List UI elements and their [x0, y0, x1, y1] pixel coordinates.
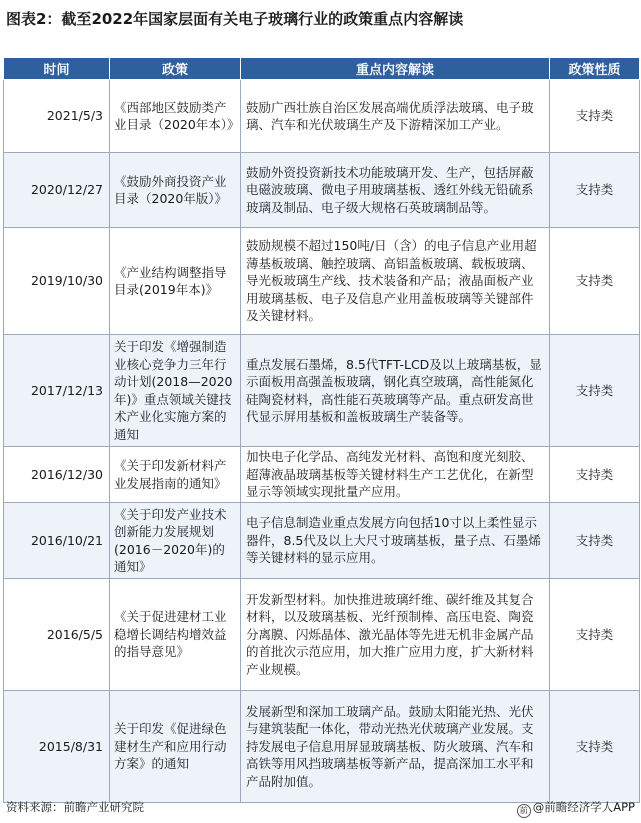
- header-nature: 政策性质: [550, 58, 640, 80]
- cell-date: 2017/12/13: [4, 335, 110, 447]
- table-row: [4, 447, 640, 503]
- cell-date: 2016/5/5: [4, 579, 110, 691]
- cell-content: 鼓励规模不超过150吨/日（含）的电子信息产业用超薄基板玻璃、触控玻璃、高铝盖板玻璃、载板玻璃、导光板玻璃生产线、技术装备和产品；液晶面板产业用玻璃基板、电子及信息产业用盖板玻璃等关键部件及关键材料。: [241, 228, 550, 335]
- cell-nature: 支持类: [550, 335, 640, 447]
- cell-content: 电子信息制造业重点发展方向包括10寸以上柔性显示器件，8.5代及以上大尺寸玻璃基板，量子点、石墨烯等关键材料的显示应用。: [241, 503, 550, 579]
- cell-date: 2021/5/3: [4, 80, 110, 153]
- chart-title: 图表2：截至2022年国家层面有关电子玻璃行业的政策重点内容解读: [6, 10, 464, 28]
- cell-policy: 《西部地区鼓励类产业目录（2020年本）》: [110, 80, 241, 153]
- policy-table: [3, 57, 640, 803]
- cell-date: 2016/12/30: [4, 447, 110, 503]
- brand-credit: [517, 799, 635, 818]
- source-note: 资料来源：前瞻产业研究院: [6, 800, 144, 814]
- cell-content: 发展新型和深加工玻璃产品。鼓励太阳能光热、光伏与建筑装配一体化，带动光热光伏玻璃产业发展。支持发展电子信息用屏显玻璃基板、防火玻璃、汽车和高铁等用风挡玻璃基板等新产品，提高深加工水平和产品附加值。: [241, 691, 550, 803]
- cell-nature: 支持类: [550, 80, 640, 153]
- cell-content: 鼓励外资投资新技术功能玻璃开发、生产，包括屏蔽电磁波玻璃、微电子用玻璃基板、透红外线无铅硫系玻璃及制品、电子级大规格石英玻璃制品等。: [241, 153, 550, 228]
- table-row: [4, 335, 640, 447]
- cell-policy: 关于印发《增强制造业核心竞争力三年行动计划(2018—2020年)》重点领域关键技术产业化实施方案的通知: [110, 335, 241, 447]
- cell-date: 2019/10/30: [4, 228, 110, 335]
- cell-content: 鼓励广西壮族自治区发展高端优质浮法玻璃、电子玻璃、汽车和光伏玻璃生产及下游精深加工产业。: [241, 80, 550, 153]
- cell-nature: 支持类: [550, 579, 640, 691]
- cell-date: 2016/10/21: [4, 503, 110, 579]
- cell-policy: 《鼓励外商投资产业目录（2020年版）》: [110, 153, 241, 228]
- table-row: [4, 80, 640, 153]
- cell-policy: 《关于印发新材料产业发展指南的通知》: [110, 447, 241, 503]
- header-policy: 政策: [110, 58, 241, 80]
- header-date: 时间: [4, 58, 110, 80]
- cell-date: 2015/8/31: [4, 691, 110, 803]
- table-row: [4, 228, 640, 335]
- cell-nature: 支持类: [550, 691, 640, 803]
- brand-text: @前瞻经济学人APP: [532, 800, 635, 814]
- cell-nature: 支持类: [550, 503, 640, 579]
- cell-date: 2020/12/27: [4, 153, 110, 228]
- cell-policy: 《关于印发产业技术创新能力发展规划(2016－2020年)的通知》: [110, 503, 241, 579]
- table-header-row: [4, 58, 640, 80]
- cell-content: 加快电子化学品、高纯发光材料、高饱和度光刻胶、超薄液晶玻璃基板等关键材料生产工艺优化，在新型显示等领域实现批量产应用。: [241, 447, 550, 503]
- cell-policy: 关于印发《促进绿色建材生产和应用行动方案》的通知: [110, 691, 241, 803]
- cell-policy: 《关于促进建材工业稳增长调结构增效益的指导意见》: [110, 579, 241, 691]
- cell-nature: 支持类: [550, 228, 640, 335]
- table-row: [4, 153, 640, 228]
- cell-nature: 支持类: [550, 447, 640, 503]
- table-row: [4, 503, 640, 579]
- cell-nature: 支持类: [550, 153, 640, 228]
- cell-content: 重点发展石墨烯，8.5代TFT-LCD及以上玻璃基板，显示面板用高强盖板玻璃，钢化真空玻璃，高性能氮化硅陶瓷材料，高性能石英玻璃等产品。重点研发高世代显示屏用基板和盖板玻璃生产装备等。: [241, 335, 550, 447]
- cell-content: 开发新型材料。加快推进玻璃纤维、碳纤维及其复合材料，以及玻璃基板、光纤预制棒、高压电瓷、陶瓷分离膜、闪烁晶体、激光晶体等先进无机非金属产品的首批次示范应用，加大推广应用力度，扩大新材料产业规模。: [241, 579, 550, 691]
- table-row: [4, 691, 640, 803]
- header-content: 重点内容解读: [241, 58, 550, 80]
- table-row: [4, 579, 640, 691]
- qianzhan-logo-icon: 前: [517, 804, 531, 818]
- cell-policy: 《产业结构调整指导目录(2019年本)》: [110, 228, 241, 335]
